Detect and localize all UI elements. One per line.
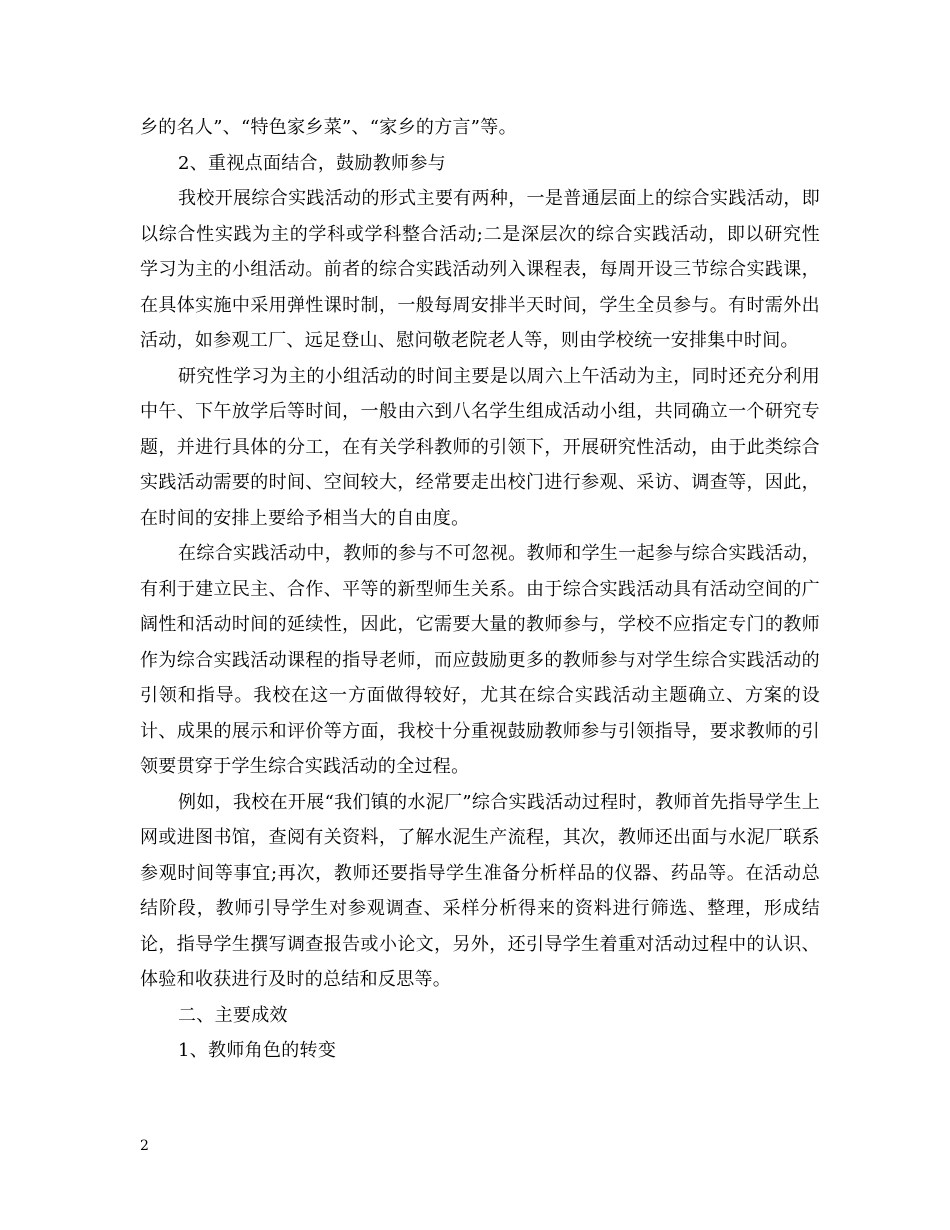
page-number: 2 <box>140 1138 149 1154</box>
paragraph: 研究性学习为主的小组活动的时间主要是以周六上午活动为主，同时还充分利用中午、下午放学后等时间，一般由六到八名学生组成活动小组，共同确立一个研究专题，并进行具体的分工，在有关学科教师的引领下，开展研究性活动，由于此类综合实践活动需要的时间、空间较大，经常要走出校门进行参观、采访、调查等，因此，在时间的安排上要给予相当大的自由度。 <box>140 365 820 529</box>
section-heading-1: 1、教师角色的转变 <box>178 1040 337 1061</box>
document-body <box>140 110 820 1069</box>
paragraph: 在综合实践活动中，教师的参与不可忽视。教师和学生一起参与综合实践活动，有利于建立民主、合作、平等的新型师生关系。由于综合实践活动具有活动空间的广阔性和活动时间的延续性，因此，它需要大量的教师参与，学校不应指定专门的教师作为综合实践活动课程的指导老师，而应鼓励更多的教师参与对学生综合实践活动的引领和指导。我校在这一方面做得较好，尤其在综合实践活动主题确立、方案的设计、成果的展示和评价等方面，我校十分重视鼓励教师参与引领指导，要求教师的引领要贯穿于学生综合实践活动的全过程。 <box>140 543 820 777</box>
section-heading-2: 2、重视点面结合，鼓励教师参与 <box>178 152 446 174</box>
paragraph-continuation: 乡的名人”、“特色家乡菜”、“家乡的方言”等。 <box>140 117 517 138</box>
paragraph: 例如，我校在开展“我们镇的水泥厂”综合实践活动过程时，教师首先指导学生上网或进图书馆，查阅有关资料，了解水泥生产流程，其次，教师还出面与水泥厂联系参观时间等事宜;再次，教师还要指导学生准备分析样品的仪器、药品等。在活动总结阶段，教师引导学生对参观调查、采样分析得来的资料进行筛选、整理，形成结论，指导学生撰写调查报告或小论文，另外，还引导学生着重对活动过程中的认识、体验和收获进行及时的总结和反思等。 <box>140 791 820 990</box>
paragraph: 我校开展综合实践活动的形式主要有两种，一是普通层面上的综合实践活动，即以综合性实践为主的学科或学科整合活动;二是深层次的综合实践活动，即以研究性学习为主的小组活动。前者的综合实践活动列入课程表，每周开设三节综合实践课，在具体实施中采用弹性课时制，一般每周安排半天时间，学生全员参与。有时需外出活动，如参观工厂、远足登山、慰问敬老院老人等，则由学校统一安排集中时间。 <box>140 188 820 351</box>
chapter-heading: 二、主要成效 <box>178 1004 288 1026</box>
